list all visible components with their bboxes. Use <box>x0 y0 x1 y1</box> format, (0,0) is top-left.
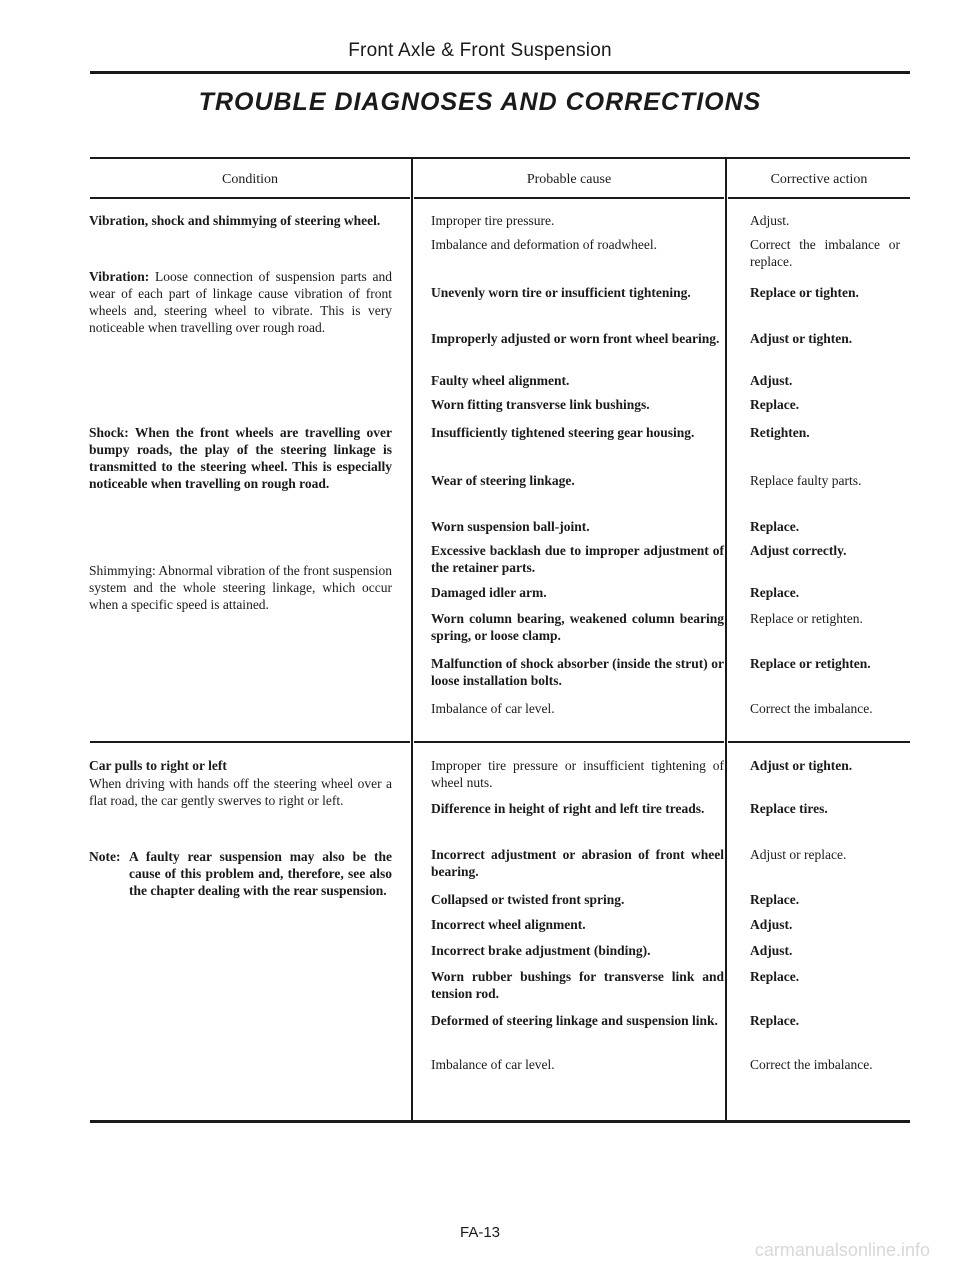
cause-item: Incorrect brake adjustment (binding). <box>431 943 651 958</box>
action-item: Adjust or tighten. <box>750 758 853 773</box>
action-item: Adjust. <box>750 213 790 228</box>
cause-item: Incorrect adjustment or abrasion of front wheel bearing. <box>431 847 724 879</box>
cause-item: Worn fitting transverse link bushings. <box>431 397 650 412</box>
cause-item: Improperly adjusted or worn front wheel bearing. <box>431 331 720 346</box>
shimmying-text: Abnormal vibration of the front suspension system and the whole steering linkage, which occur when a specific speed is attained. <box>89 563 392 612</box>
action-item: Replace faulty parts. <box>750 473 862 488</box>
action-item: Replace. <box>750 969 800 984</box>
row-divider-1 <box>90 741 410 743</box>
cause-item: Worn rubber bushings for transverse link and tension rod. <box>431 969 724 1001</box>
cause-item: Incorrect wheel alignment. <box>431 917 586 932</box>
cause-item: Improper tire pressure. <box>431 213 555 228</box>
action-item: Adjust correctly. <box>750 543 847 558</box>
vibration-text: Loose connection of suspension parts and wear of each part of linkage cause vibration of front wheels and, steering wheel to vibrate. This is very noticeable when travelling over rough road. <box>89 269 392 335</box>
cause-item: Insufficiently tightened steering gear housing. <box>431 425 695 440</box>
shock-label: Shock: <box>89 425 129 440</box>
action-item: Replace. <box>750 585 800 600</box>
shimmying-label: Shimmying: <box>89 563 156 578</box>
cause-item: Difference in height of right and left tire treads. <box>431 801 705 816</box>
cause-item: Wear of steering linkage. <box>431 473 575 488</box>
note-block <box>89 848 392 899</box>
header-rule <box>90 71 910 74</box>
action-item: Correct the imbalance. <box>750 701 873 716</box>
condition-vibration-title: Vibration, shock and shimmying of steering wheel. <box>89 213 381 228</box>
action-item: Adjust. <box>750 373 793 388</box>
cause-item: Worn column bearing, weakened column bearing spring, or loose clamp. <box>431 611 724 643</box>
header-underline-2 <box>414 197 724 199</box>
action-item: Replace. <box>750 397 800 412</box>
cause-item: Worn suspension ball-joint. <box>431 519 590 534</box>
table-top-rule <box>90 157 910 159</box>
condition-pulls-desc: When driving with hands off the steering wheel over a flat road, the car gently swerves to right or left. <box>89 776 392 808</box>
cause-item: Imbalance and deformation of roadwheel. <box>431 237 658 252</box>
condition-pulls-note <box>89 848 392 899</box>
action-item: Replace. <box>750 1013 800 1028</box>
action-item: Retighten. <box>750 425 810 440</box>
action-item: Correct the imbalance. <box>750 1057 873 1072</box>
vibration-label: Vibration: <box>89 269 150 284</box>
cause-item: Damaged idler arm. <box>431 585 547 600</box>
action-item: Adjust or tighten. <box>750 331 853 346</box>
column-rule-1 <box>411 158 413 1122</box>
cause-item: Imbalance of car level. <box>431 701 555 716</box>
condition-vibration-desc <box>89 268 392 336</box>
action-item: Replace. <box>750 519 800 534</box>
header-underline-3 <box>728 197 910 199</box>
cause-item: Improper tire pressure or insufficient tightening of wheel nuts. <box>431 758 724 790</box>
cause-item: Deformed of steering linkage and suspension link. <box>431 1013 718 1028</box>
condition-shock-desc <box>89 424 392 492</box>
action-item: Replace tires. <box>750 801 828 816</box>
action-item: Replace or retighten. <box>750 656 871 671</box>
condition-pulls-title: Car pulls to right or left <box>89 758 227 773</box>
action-item: Adjust. <box>750 917 793 932</box>
watermark: carmanualsonline.info <box>754 1240 930 1260</box>
cause-item: Collapsed or twisted front spring. <box>431 892 625 907</box>
condition-shimmying-desc <box>89 562 392 613</box>
row-divider-3 <box>728 741 910 743</box>
cause-item: Malfunction of shock absorber (inside the strut) or loose installation bolts. <box>431 656 724 688</box>
cause-item: Unevenly worn tire or insufficient tightening. <box>431 285 691 300</box>
action-item: Correct the imbalance or replace. <box>750 237 900 269</box>
shock-text: When the front wheels are travelling over bumpy roads, the play of the steering linkage is transmitted to the steering wheel. This is especially noticeable when travelling on rough road. <box>89 425 392 491</box>
cause-item: Faulty wheel alignment. <box>431 373 570 388</box>
column-header-condition: Condition <box>221 172 278 187</box>
cause-item: Excessive backlash due to improper adjustment of the retainer parts. <box>431 543 724 575</box>
table-bottom-rule <box>90 1120 910 1123</box>
cause-item: Imbalance of car level. <box>431 1057 555 1072</box>
column-header-probable-cause: Probable cause <box>526 172 612 187</box>
section-header: Front Axle & Front Suspension <box>348 40 612 61</box>
action-item: Replace or retighten. <box>750 611 863 626</box>
page-number: FA-13 <box>459 1224 501 1241</box>
action-item: Adjust. <box>750 943 793 958</box>
page-title: TROUBLE DIAGNOSES AND CORRECTIONS <box>198 88 762 116</box>
column-header-corrective-action: Corrective action <box>770 172 868 187</box>
column-rule-2 <box>725 158 727 1122</box>
note-text: A faulty rear suspension may also be the cause of this problem and, therefore, see also the chapter dealing with the rear suspension. <box>129 849 392 898</box>
header-underline-1 <box>90 197 410 199</box>
row-divider-2 <box>414 741 724 743</box>
action-item: Replace or tighten. <box>750 285 859 300</box>
action-item: Adjust or replace. <box>750 847 847 862</box>
note-label: Note: <box>89 849 121 864</box>
action-item: Replace. <box>750 892 800 907</box>
